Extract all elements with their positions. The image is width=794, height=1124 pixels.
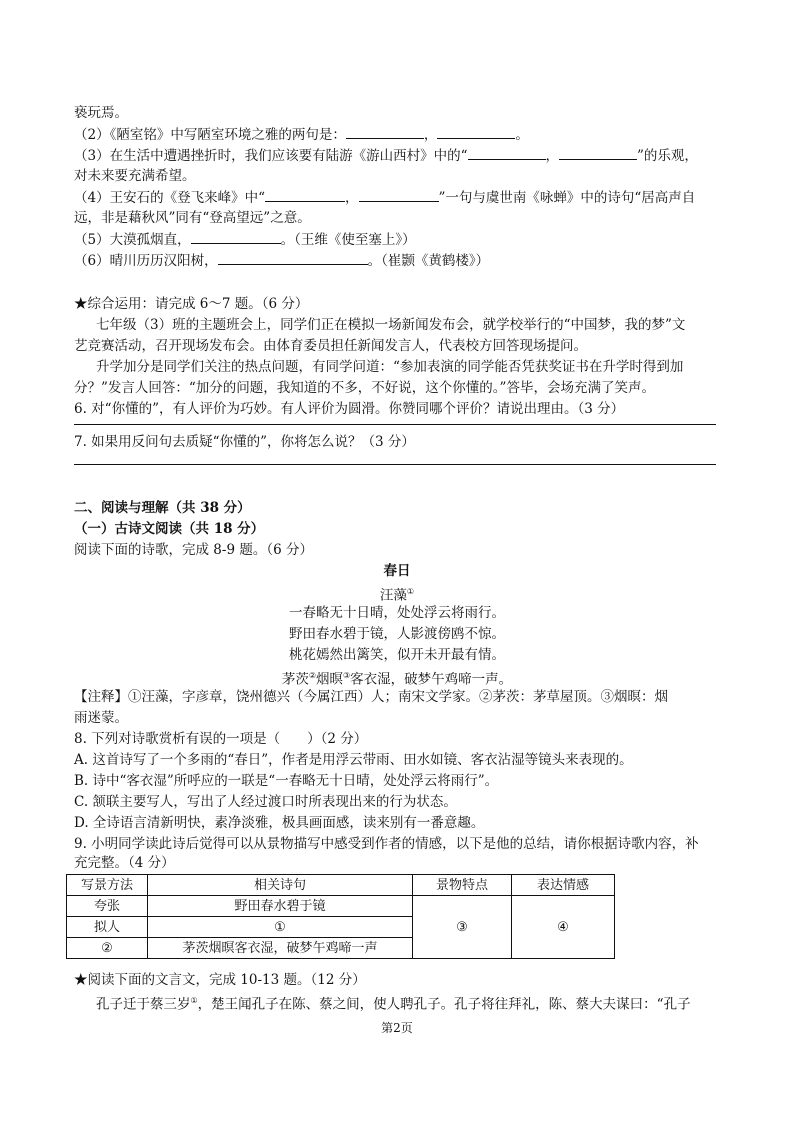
poem-title: 春日 xyxy=(383,563,411,579)
table-cell-blank[interactable]: ② xyxy=(67,938,148,959)
table-cell-blank[interactable]: ④ xyxy=(512,896,615,959)
question-9-cont: 充完整。（4 分） xyxy=(74,855,175,871)
table-cell: 茅茨烟暝客衣湿，破梦午鸡啼一声 xyxy=(148,938,413,959)
option-d: D. 全诗语言清新明快，素净淡雅，极具画面感，读来别有一番意趣。 xyxy=(74,815,485,831)
question-6: 6. 对“你懂的”，有人评价为巧妙。有人评价为圆滑。你赞同哪个评价？请说出理由。（3 分） xyxy=(74,401,625,417)
table-cell: 拟人 xyxy=(67,917,148,938)
paragraph: 艺竞赛活动，召开现场发布会。由体育委员担任新闻发言人，代表校方回答现场提问。 xyxy=(74,338,587,354)
table-header: 景物特点 xyxy=(413,875,512,896)
subsection-title: （一）古诗文阅读（共 18 分） xyxy=(74,521,265,537)
answer-blank[interactable] xyxy=(191,229,281,244)
question-6-fill: （6）晴川历历汉阳树， 。（崔颢《黄鹤楼》） xyxy=(74,250,489,271)
paragraph: 七年级（3）班的主题班会上，同学们正在模拟一场新闻发布会，就学校举行的“中国梦，我的梦”文 xyxy=(96,317,686,333)
analysis-table xyxy=(66,874,615,959)
question-4: （4）王安石的《登飞来峰》中“ ， ”一句与虞世南《咏蝉》中的诗句“居高声自 xyxy=(74,187,695,208)
table-cell: 夸张 xyxy=(67,896,148,917)
section-title: 二、阅读与理解（共 38 分） xyxy=(74,500,251,516)
answer-line[interactable] xyxy=(74,464,716,465)
poem-line: 野田春水碧于镜，人影渡傍鸥不惊。 xyxy=(289,626,505,642)
answer-blank[interactable] xyxy=(437,124,515,139)
poem-author: 汪藻① xyxy=(379,587,415,604)
poem-line: 桃花嫣然出篱笑，似开未开最有情。 xyxy=(289,647,505,663)
section-header: ★综合运用：请完成 6～7 题。（6 分） xyxy=(74,296,309,312)
answer-line[interactable] xyxy=(74,424,716,425)
annotation: 【注释】①汪藻，字彦章，饶州德兴（今属江西）人；南宋文学家。②茅茨：茅草屋顶。③烟暝：烟 xyxy=(74,689,668,705)
instruction: 阅读下面的诗歌，完成 8-9 题。（6 分） xyxy=(74,542,313,558)
text-line: 亵玩焉。 xyxy=(74,105,128,121)
question-3: （3）在生活中遭遇挫折时，我们应该要有陆游《游山西村》中的“ ， ”的乐观， xyxy=(74,145,698,166)
answer-blank[interactable] xyxy=(468,145,546,160)
question-5: （5）大漠孤烟直， 。（王维《使至塞上》） xyxy=(74,229,416,250)
option-a: A. 这首诗写了一个多雨的“春日”，作者是用浮云带雨、田水如镜、客衣沾湿等镜头来表现的。 xyxy=(74,752,633,768)
answer-blank[interactable] xyxy=(218,250,368,265)
table-header: 表达情感 xyxy=(512,875,615,896)
table-cell-blank[interactable]: ① xyxy=(148,917,413,938)
text-line: 对未来要充满希望。 xyxy=(74,168,196,184)
answer-blank[interactable] xyxy=(359,187,439,202)
paragraph: 分？”发言人回答：“加分的问题，我知道的不多，不好说，这个你懂的。”答毕，会场充满了笑声。 xyxy=(74,380,655,396)
answer-blank[interactable] xyxy=(265,187,345,202)
question-8: 8. 下列对诗歌赏析有误的一项是（ ）（2 分） xyxy=(74,731,368,747)
page-number: 第2页 xyxy=(381,1021,413,1035)
poem-line: 一春略无十日晴，处处浮云将雨行。 xyxy=(289,605,505,621)
table-header: 写景方法 xyxy=(67,875,148,896)
option-b: B. 诗中“客衣湿”所呼应的一联是“一春略无十日晴，处处浮云将雨行”。 xyxy=(74,773,499,789)
table-header: 相关诗句 xyxy=(148,875,413,896)
paragraph: 孔子迁于蔡三岁①，楚王闻孔子在陈、蔡之间，使人聘孔子。孔子将往拜礼，陈、蔡大夫谋曰：“孔子 xyxy=(96,996,691,1013)
table-cell: 野田春水碧于镜 xyxy=(148,896,413,917)
answer-blank[interactable] xyxy=(559,145,637,160)
annotation: 雨迷蒙。 xyxy=(74,710,128,726)
text-line: 远，非是藉秋风”同有“登高望远”之意。 xyxy=(74,210,311,226)
section-header: ★阅读下面的文言文，完成 10-13 题。（12 分） xyxy=(74,972,366,988)
question-7: 7. 如果用反问句去质疑“你懂的”，你将怎么说？（3 分） xyxy=(74,434,415,450)
table-cell-blank[interactable]: ③ xyxy=(413,896,512,959)
question-2: （2）《陋室铭》中写陋室环境之雅的两句是： ， 。 xyxy=(74,124,529,145)
paragraph: 升学加分是同学们关注的热点问题，有同学问道：“参加表演的同学能否凭获奖证书在升学时得到加 xyxy=(96,359,684,375)
answer-blank[interactable] xyxy=(346,124,424,139)
question-9: 9. 小明同学读此诗后觉得可以从景物描写中感受到作者的情感，以下是他的总结，请你根据诗歌内容，补 xyxy=(74,836,699,852)
poem-line: 茅茨②烟暝③客衣湿，破梦午鸡啼一声。 xyxy=(281,671,513,688)
option-c: C. 颔联主要写人，写出了人经过渡口时所表现出来的行为状态。 xyxy=(74,794,457,810)
